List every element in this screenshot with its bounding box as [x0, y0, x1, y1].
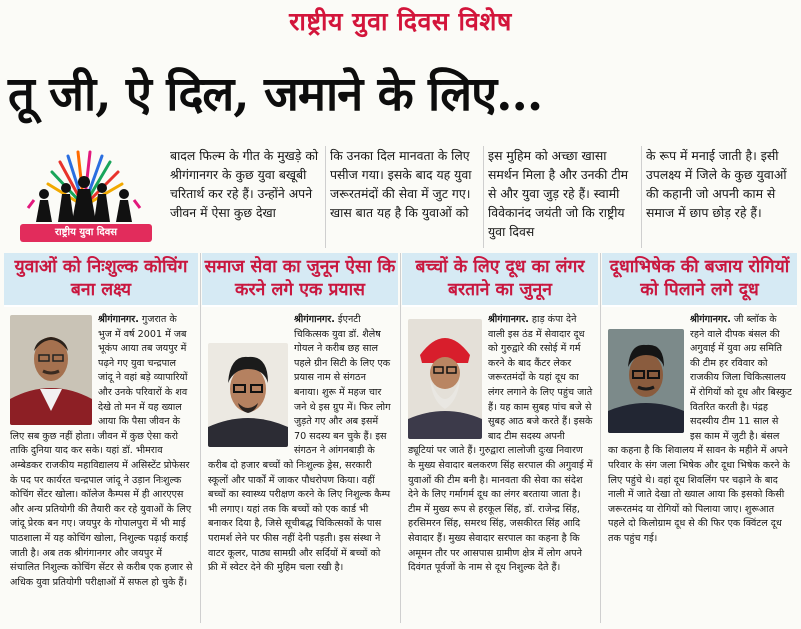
intro-column-4: के रूप में मनाई जाती है। इसी उपलक्ष्य में जिले के कुछ युवाओं की कहानी जो अपनी काम से समाज में छाप छोड़ रहे हैं।: [646, 148, 787, 220]
column-divider: [325, 146, 326, 248]
story-title: दूधाभिषेक की बजाय रोगियों को पिलाने लगे दूध: [602, 253, 797, 307]
dateline: श्रीगंगानगर.: [98, 314, 139, 325]
portrait-photo: [408, 319, 482, 439]
story-body: [402, 307, 598, 576]
section-kicker: राष्ट्रीय युवा दिवस विशेष: [289, 7, 512, 36]
column-divider: [483, 146, 484, 248]
story-text: गुजरात के भुज में वर्ष 2001 में जब भूकंप आया तब जयपुर में पढ़ने गए युवा चन्द्रपाल जांदू ने वहां बड़े व्यापारियों और उनके परिवारों के शव देखे तो मन में यह ख्याल आया कि पैसा जीवन के लिए सब कुछ नहीं होता। जीवन में कुछ ऐसा करो ताकि दुनिया याद कर सके। यहां डॉ. भीमराव अम्बेडकर राजकीय महाविद्यालय में असिस्टेंट प्रोफेसर के पद पर कार्यरत चन्द्रपाल जांदू ने उड़ान निःशुल्क कोचिंग सेंटर खोला। कॉलेज कैम्पस में ही आरएएस और अन्य प्रतियोगी की तैयारी कर रहे युवाओं के लिए जांदू प्रेरक बन गए। जयपुर के गोपालपुरा में भी माई पाठशाला में यह कोचिंग खोला, निशुल्क पढ़ाई कराई जाती है। अब तक श्रीगंगानगर और जयपुर में संचालित निशुल्क कोचिंग सेंटर से करीब एक हजार से अधिक युवा प्रतियोगी परीक्षाओं में सफल हो चुके हैं।: [10, 314, 193, 588]
column-divider: [641, 146, 642, 248]
logo-label: राष्ट्रीय युवा दिवस: [20, 224, 152, 242]
story-text: जी ब्लॉक के रहने वाले दीपक बंसल की अगुवाई में युवा अग्र समिति की टीम हर रविवार को राजकीय जिला चिकित्सालय में रोगियों को दूध और बिस्कुट वितरित करती है। पंद्रह सदस्यीय टीम 11 साल से इस काम में जुटी है। बंसल का कहना है कि शिवालय में सावन के महीने में अपने परिवार के संग जला भिषेक और दूधा भिषेक करने के लिए पहुंचे थे। वहां दूध शिवलिंग पर चढ़ाने के बाद नाली में जाते देखा तो ख्याल आया कि इसको किसी जरूरतमंद या रोगियों को पिलाया जाए। शुरूआत पहले दो किलोग्राम दूध से की फिर एक क्विंटल दूध तक पहुंच गई।: [608, 314, 792, 544]
column-divider: [600, 253, 601, 623]
story-body: [4, 307, 198, 590]
story-title: युवाओं को निःशुल्क कोचिंग बना लक्ष्य: [4, 253, 198, 307]
story-card-milk-langar: [402, 253, 598, 623]
portrait-photo: [208, 343, 288, 447]
story-card-social-service: [202, 253, 398, 623]
story-body: [202, 307, 398, 576]
intro-column-1: बादल फिल्म के गीत के मुखड़े को श्रीगंगानगर के कुछ युवा बखूबी चरितार्थ कर रहे हैं। उन्होंने अपने जीवन में ऐसा कुछ देखा: [170, 148, 319, 220]
portrait-photo: [608, 329, 684, 433]
story-body: [602, 307, 797, 547]
youth-day-logo-icon: [8, 144, 160, 248]
portrait-photo: [10, 315, 92, 425]
headline: तू जी, ऐ दिल, जमाने के लिए...: [8, 67, 543, 122]
dateline: श्रीगंगानगर.: [294, 314, 335, 325]
dateline: श्रीगंगानगर.: [690, 314, 731, 325]
story-title: समाज सेवा का जुनून ऐसा कि करने लगे एक प्रयास: [202, 253, 398, 307]
intro-column-3: इस मुहिम को अच्छा खासा समर्थन मिला है और उनकी टीम से और युवा जुड़ रहे हैं। स्वामी विवेकानंद जयंती जो कि राष्ट्रीय युवा दिवस: [488, 148, 629, 239]
story-text: हाड़ कंपा देने वाली इस ठंड में सेवादार दूध को गुरुद्वारे की रसोई में गर्म करने के बाद कैंटर लेकर जरूरतमंदों के यहां दूध का लंगर लगाने के लिए पहुंच जाते हैं। यह काम सुबह पांच बजे से सुबह आठ बजे करते हैं। इसके बाद टीम सदस्य अपनी ड्यूटियां पर जाते हैं। गुरुद्वारा लालोजी दुःख निवारण के मुख्य सेवादार बलकरण सिंह सरपाल की अगुवाई में युवाओं की टीम बनी है। मानवता की सेवा का संदेश देने के लिए गर्मागर्म दूध का लंगर बरताया जाता है। टीम में मुख्य रूप से हरकूल सिंह, डॉ. राजेन्द्र सिंह, हरसिमरन सिंह, समरथ सिंह, जसकीरत सिंह आदि सेवादार हैं। मुख्य सेवादार सरपाल का कहना है कि अमूमन तौर पर आसपास ग्रामीण क्षेत्र में लोग अपने दिवंगत पूर्वजों के नाम से दूध निशुल्क देते हैं।: [408, 314, 593, 574]
column-divider: [400, 253, 401, 623]
dateline: श्रीगंगानगर.: [488, 314, 529, 325]
column-divider: [200, 253, 201, 623]
story-title: बच्चों के लिए दूध का लंगर बरताने का जुनून: [402, 253, 598, 307]
story-card-milk-to-patients: [602, 253, 797, 623]
story-text: ईएनटी चिकित्सक युवा डॉ. शैलेष गोयल ने करीब छह साल पहले ग्रीन सिटी के लिए एक प्रयास नाम से संगठन बनाया। शुरू में महज चार जने थे इस ग्रुप में। फिर लोग जुड़ते गए और अब इसमें 70 सदस्य बन चुके हैं। इस संगठन ने आंगनबाड़ी के करीब दो हजार बच्चों को निःशुल्क ड्रेस, सरकारी स्कूलों और पार्कों में जाकर पौधरोपण किया। वहीं बच्चों का स्वास्थ्य परीक्षण करने के लिए निशुल्क कैम्प भी लगाए। यहां तक कि बच्चों को एक कार्ड भी बनाकर दिया है, जिसे सूचीबद्ध चिकित्सकों के पास परामर्श लेने पर फीस नहीं देनी पड़ती। इस संस्था ने वाटर कूलर, पाठ्य सामग्री और सर्दियों में बच्चों को फ्री में स्वेटर देने की मुहिम चला रखी है।: [208, 314, 391, 574]
intro-column-2: कि उनका दिल मानवता के लिए पसीज गया। इसके बाद यह युवा जरूरतमंदों की सेवा में जुट गए। खास बात यह है कि युवाओं को: [330, 148, 472, 220]
story-card-free-coaching: [4, 253, 198, 623]
